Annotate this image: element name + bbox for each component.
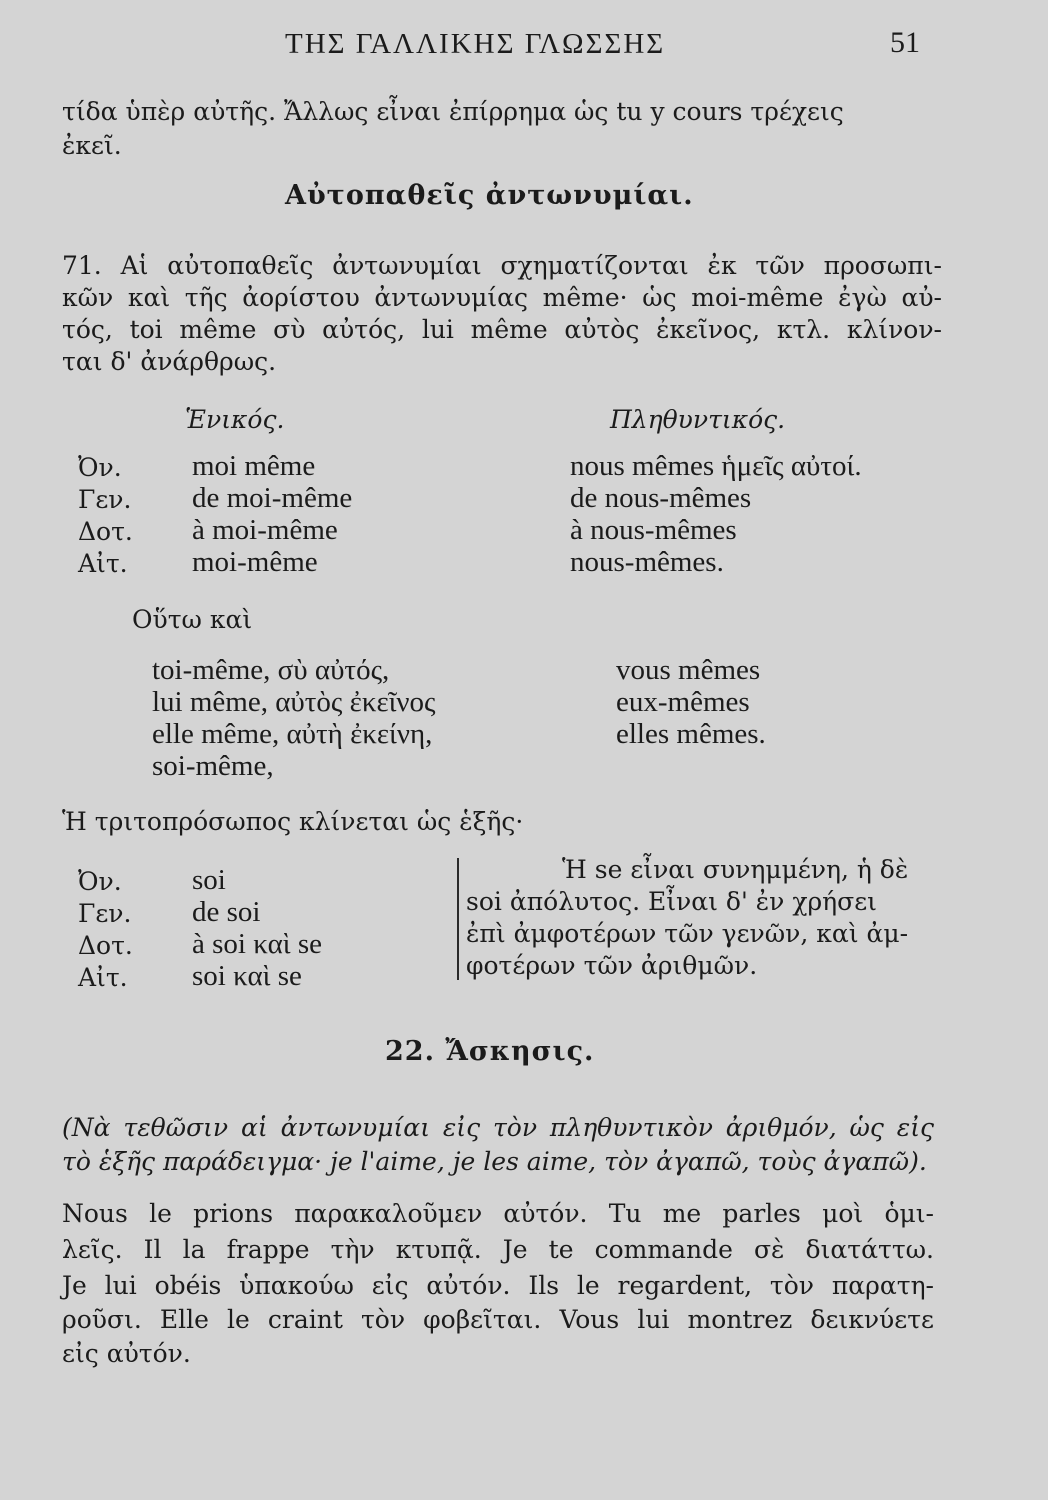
other-pronoun-left: elle même, αὐτὴ ἐκείνη, bbox=[152, 718, 433, 750]
singular-form: à moi-même bbox=[192, 514, 338, 546]
other-pronoun-right: vous mêmes bbox=[616, 654, 761, 686]
singular-heading: Ἑνικός. bbox=[185, 405, 285, 434]
usage-note-line: φοτέρων τῶν ἀριθμῶν. bbox=[466, 951, 758, 980]
plural-form: à nous-mêmes bbox=[570, 514, 737, 546]
page-number: 51 bbox=[890, 26, 920, 59]
singular-form: de moi-même bbox=[192, 482, 353, 514]
third-person-form: de soi bbox=[192, 896, 261, 928]
case-label: Αἰτ. bbox=[78, 549, 128, 578]
plural-form: nous mêmes ἡμεῖς αὐτοί. bbox=[570, 450, 862, 482]
other-pronoun-left: toi-même, σὺ αὐτός, bbox=[152, 654, 390, 686]
section-title: Αὐτοπαθεῖς ἀντωνυμίαι. bbox=[285, 180, 694, 211]
other-pronoun-right: elles mêmes. bbox=[616, 718, 766, 750]
singular-form: moi-même bbox=[192, 546, 318, 578]
plural-form: nous-mêmes. bbox=[570, 546, 724, 578]
column-rule bbox=[457, 858, 459, 980]
third-person-form: soi καὶ se bbox=[192, 960, 302, 992]
case-label: Γεν. bbox=[78, 485, 132, 514]
usage-note-line: Ἡ se εἶναι συνημμένη, ἡ δὲ bbox=[562, 855, 909, 884]
instruction-line-1: (Νὰ τεθῶσιν αἱ ἀντωνυμίαι εἰς τὸν πληθυντικὸν ἀριθμόν, ὡς εἰς bbox=[62, 1113, 934, 1142]
usage-note-line: ἐπὶ ἀμφοτέρων τῶν γενῶν, καὶ ἀμ- bbox=[466, 919, 909, 948]
exercise-line-4: ροῦσι. Elle le craint τὸν φοβεῖται. Vous lui montrez δεικνύετε bbox=[62, 1305, 934, 1334]
plural-heading: Πληθυντικός. bbox=[610, 405, 786, 434]
other-pronoun-left: soi-même, bbox=[152, 750, 274, 782]
singular-form: moi même bbox=[192, 450, 316, 482]
intro-line-2: ἐκεῖ. bbox=[62, 131, 122, 160]
exercise-line-5: εἰς αὐτόν. bbox=[62, 1339, 191, 1368]
para71-line-1: 71. Αἱ αὐτοπαθεῖς ἀντωνυμίαι σχηματίζονται ἐκ τῶν προσωπι- bbox=[62, 251, 942, 280]
houto-kai: Οὕτω καὶ bbox=[132, 605, 253, 634]
plural-form: de nous-mêmes bbox=[570, 482, 752, 514]
running-title: ΤΗΣ ΓΑΛΛΙΚΗΣ ΓΛΩΣΣΗΣ bbox=[285, 28, 666, 60]
case-label: Γεν. bbox=[78, 899, 132, 928]
instruction-line-2: τὸ ἑξῆς παράδειγμα· je l'aime, je les aime, τὸν ἀγαπῶ, τοὺς ἀγαπῶ). bbox=[62, 1147, 927, 1176]
exercise-line-2: λεῖς. Il la frappe τὴν κτυπᾷ. Je te commande σὲ διατάττω. bbox=[62, 1235, 934, 1264]
exercise-line-3: Je lui obéis ὑπακούω εἰς αὐτόν. Ils le regardent, τὸν παρατη- bbox=[62, 1271, 934, 1300]
usage-note-line: soi ἀπόλυτος. Εἶναι δ' ἐν χρήσει bbox=[466, 887, 877, 916]
other-pronoun-right: eux-mêmes bbox=[616, 686, 750, 718]
para71-line-4: ται δ' ἀνάρθρως. bbox=[62, 347, 277, 376]
case-label: Δοτ. bbox=[78, 931, 133, 960]
third-person-intro: Ἡ τριτοπρόσωπος κλίνεται ὡς ἑξῆς· bbox=[62, 807, 524, 836]
case-label: Ὀν. bbox=[78, 453, 122, 482]
case-label: Αἰτ. bbox=[78, 963, 128, 992]
other-pronoun-left: lui même, αὐτὸς ἐκεῖνος bbox=[152, 686, 436, 718]
para71-line-3: τός, toi même σὺ αὐτός, lui même αὐτὸς ἐκεῖνος, κτλ. κλίνον- bbox=[62, 315, 942, 344]
third-person-form: à soi καὶ se bbox=[192, 928, 322, 960]
intro-line-1: τίδα ὑπὲρ αὐτῆς. Ἄλλως εἶναι ἐπίρρημα ὡς tu y cours τρέχεις bbox=[62, 97, 844, 126]
case-label: Ὀν. bbox=[78, 867, 122, 896]
exercise-line-1: Nous le prions παρακαλοῦμεν αὐτόν. Tu me parles μοὶ ὁμι- bbox=[62, 1199, 934, 1228]
case-label: Δοτ. bbox=[78, 517, 133, 546]
third-person-form: soi bbox=[192, 864, 226, 896]
para71-line-2: κῶν καὶ τῆς ἀορίστου ἀντωνυμίας même· ὡς moi-même ἐγὼ αὐ- bbox=[62, 283, 942, 312]
exercise-title: 22. Ἄσκησις. bbox=[385, 1036, 595, 1067]
